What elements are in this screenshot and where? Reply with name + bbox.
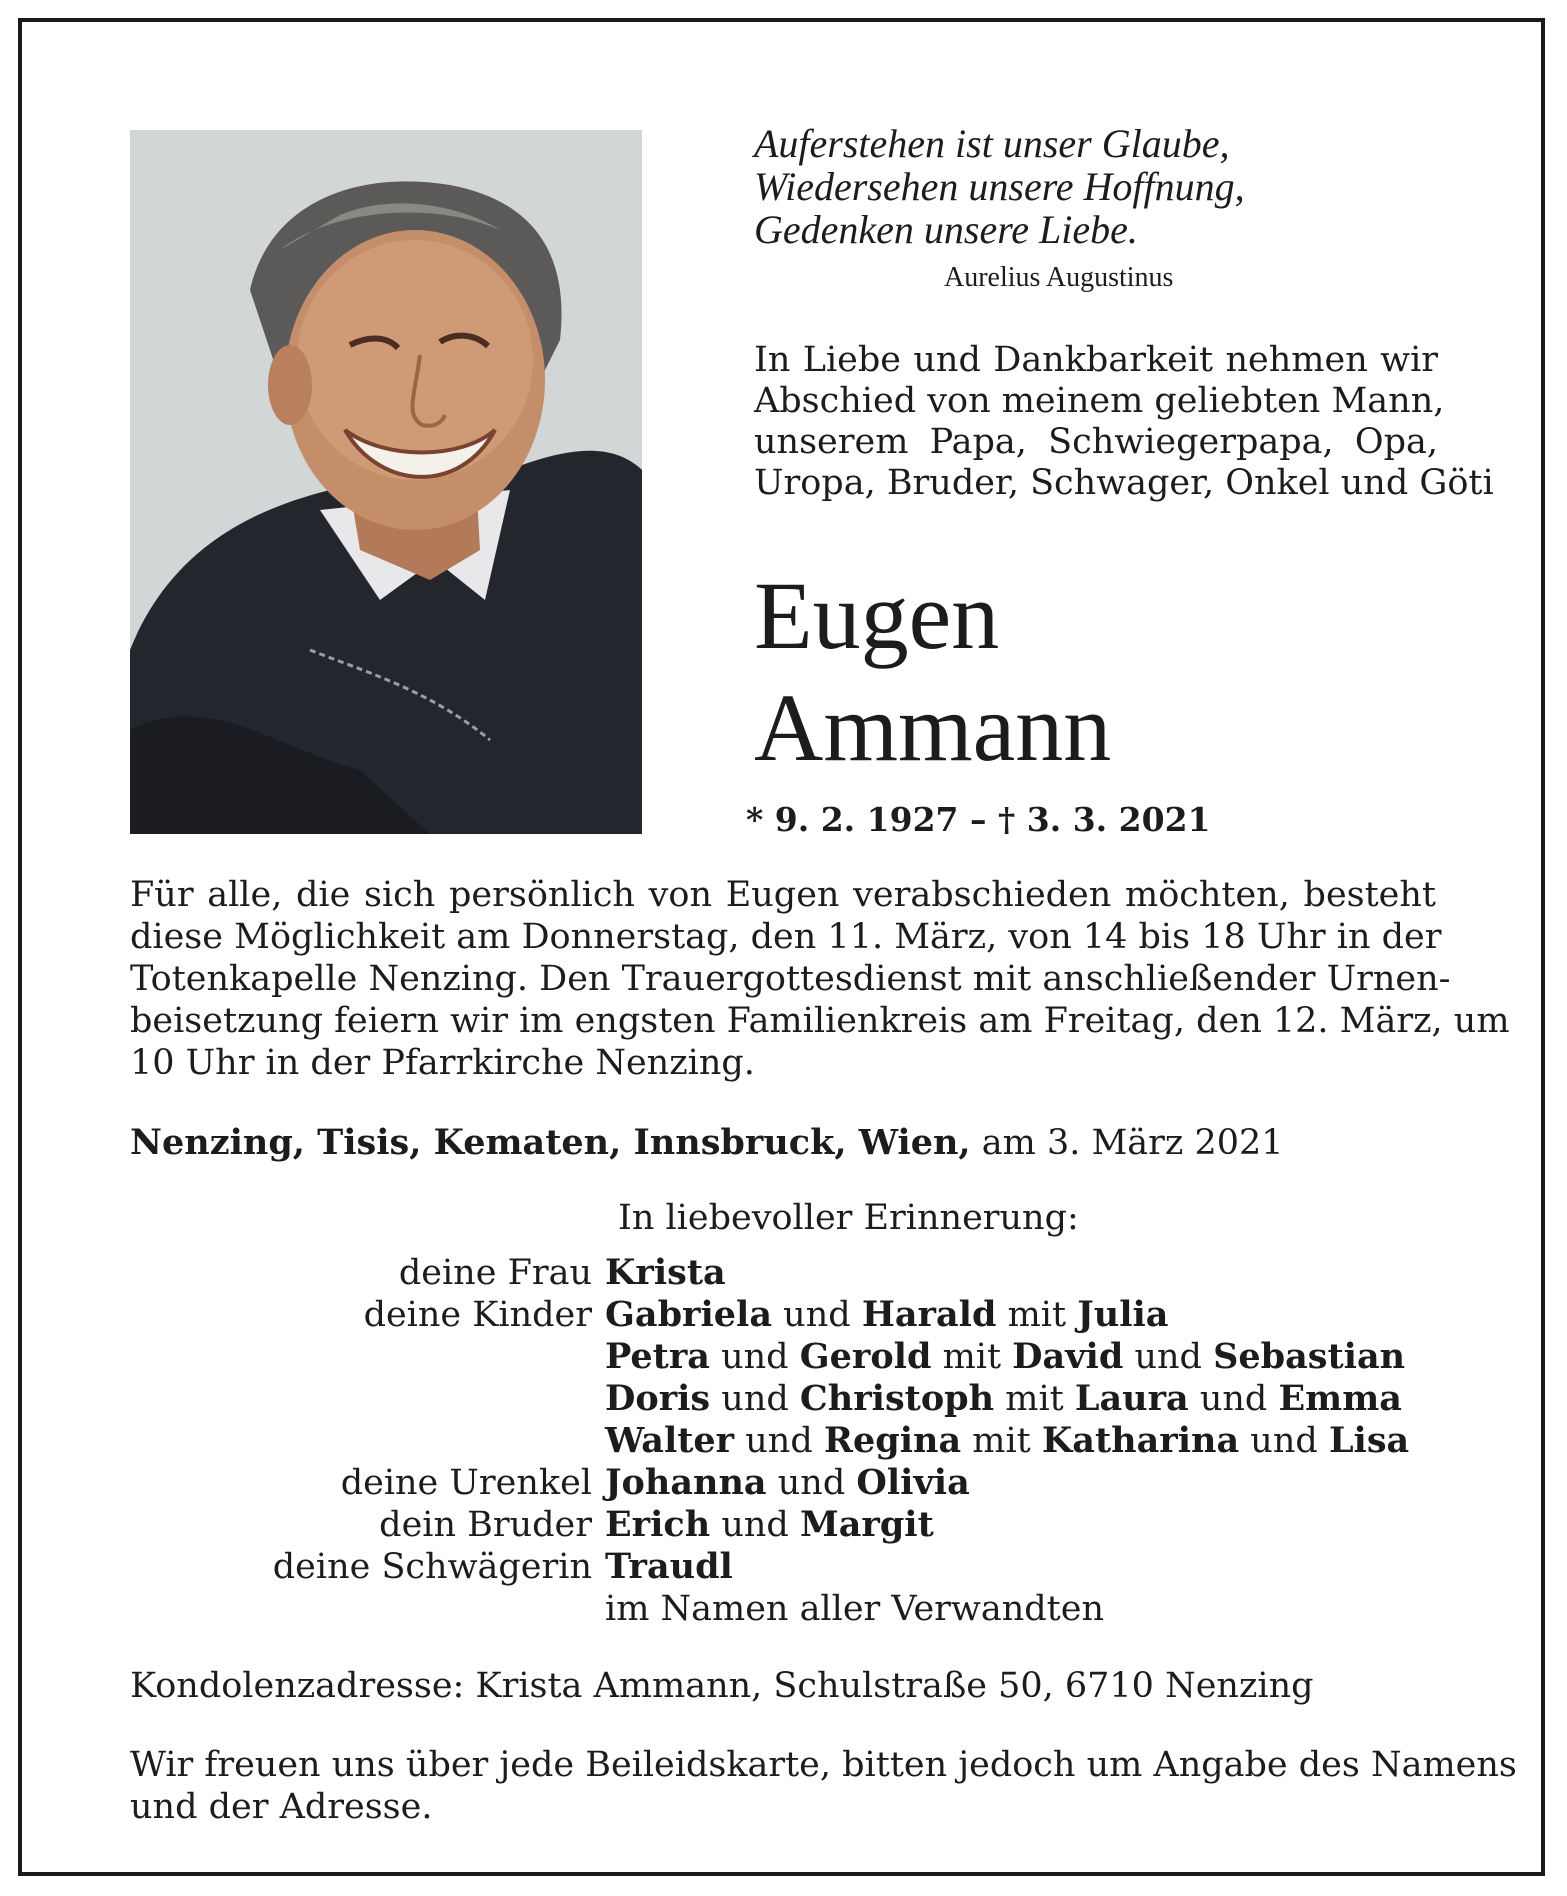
closing-text [130,1744,1517,1828]
family-row-sister-in-law [130,1546,1470,1588]
connector: und [721,1379,789,1419]
deceased-name [754,560,1111,784]
places-date-text: am 3. März 2021 [981,1123,1284,1163]
funeral-info [130,874,1510,1084]
connector: und [1250,1421,1318,1461]
family-name: Krista [605,1252,726,1293]
info-line: diese Möglichkeit am Donnerstag, den 11. März, von 14 bis 18 Uhr in der [130,917,1442,957]
condolence-address: Kondolenzadresse: Krista Ammann, Schulstraße 50, 6710 Nenzing [130,1666,1314,1706]
closing-line: und der Adresse. [130,1787,433,1827]
family-name: Petra [605,1336,710,1377]
quote-line: Auferstehen ist unser Glaube, [754,121,1230,166]
death-date: 3. 3. 2021 [1026,800,1211,839]
relation-label: deine Schwägerin [272,1547,592,1587]
family-name: Lisa [1328,1420,1410,1461]
family-name: Walter [605,1420,735,1461]
birth-date: 9. 2. 1927 [774,800,959,839]
quote-line: Wiedersehen unsere Hoffnung, [754,164,1245,209]
family-name: Julia [1077,1294,1169,1335]
connector: und [745,1421,813,1461]
intro-line: Abschied von meinem geliebten Mann, [754,381,1445,421]
last-name: Ammann [754,674,1112,781]
family-list [130,1252,1470,1630]
family-row-wife [130,1252,1470,1294]
first-name: Eugen [754,562,1000,669]
relatives-text: im Namen aller Verwandten [605,1589,1104,1629]
family-name: Olivia [856,1462,970,1503]
connector: und [777,1463,846,1503]
connector: und [721,1505,789,1545]
family-name: Traudl [605,1546,733,1587]
info-line: beisetzung feiern wir im engsten Familienkreis am Freitag, den 12. März, um [130,1001,1510,1041]
death-symbol: † [998,800,1016,839]
birth-symbol: * [746,800,764,839]
family-name: Margit [799,1504,934,1545]
family-row-children [130,1294,1470,1336]
connector: mit [1007,1295,1067,1335]
family-row-children [130,1420,1470,1462]
intro-line: Uropa, Bruder, Schwager, Onkel und Göti [754,463,1494,503]
family-row-children [130,1378,1470,1420]
quote [754,122,1474,251]
family-name: Laura [1074,1378,1189,1419]
connector: mit [1005,1379,1064,1419]
family-name: Gerold [799,1336,932,1377]
connector: mit [942,1337,1002,1377]
family-name: David [1012,1336,1124,1377]
relation-label: deine Kinder [363,1295,592,1335]
intro-line: unserem Papa, Schwiegerpapa, Opa, [754,422,1438,462]
family-name: Katharina [1041,1420,1240,1461]
info-line: Totenkapelle Nenzing. Den Trauergottesdienst mit anschließender Urnen- [130,959,1451,999]
relation-label: deine Frau [398,1253,592,1293]
connector: und [783,1295,851,1335]
family-name: Emma [1278,1378,1402,1419]
family-name: Doris [605,1378,711,1419]
family-name: Sebastian [1213,1336,1406,1377]
memory-heading: In liebevoller Erinnerung: [618,1198,1079,1238]
places-date [130,1122,1284,1163]
family-row-children [130,1336,1470,1378]
family-row-brother [130,1504,1470,1546]
connector: und [1199,1379,1268,1419]
family-name: Regina [823,1420,962,1461]
date-separator: – [970,800,987,839]
intro-line: In Liebe und Dankbarkeit nehmen wir [754,340,1438,380]
family-name: Gabriela [605,1294,773,1335]
family-name: Johanna [605,1462,767,1503]
life-dates [746,800,1211,839]
info-line: Für alle, die sich persönlich von Eugen verabschieden möchten, besteht [130,875,1436,915]
portrait-photo [130,130,642,834]
info-line: 10 Uhr in der Pfarrkirche Nenzing. [130,1043,755,1083]
closing-line: Wir freuen uns über jede Beileidskarte, bitten jedoch um Angabe des Namens [130,1745,1517,1785]
places-names: Nenzing, Tisis, Kematen, Innsbruck, Wien, [130,1122,971,1163]
connector: und [1134,1337,1202,1377]
family-name: Christoph [799,1378,995,1419]
relation-label: dein Bruder [379,1505,592,1545]
family-row-relatives [130,1588,1470,1630]
family-name: Harald [861,1294,997,1335]
relation-label: deine Urenkel [340,1463,592,1503]
family-row-great-grandchildren [130,1462,1470,1504]
intro-text [754,340,1494,504]
family-name: Erich [605,1504,711,1545]
quote-line: Gedenken unsere Liebe. [754,207,1138,252]
portrait-illustration [130,130,642,834]
quote-author: Aurelius Augustinus [944,262,1174,293]
connector: mit [972,1421,1031,1461]
connector: und [721,1337,789,1377]
